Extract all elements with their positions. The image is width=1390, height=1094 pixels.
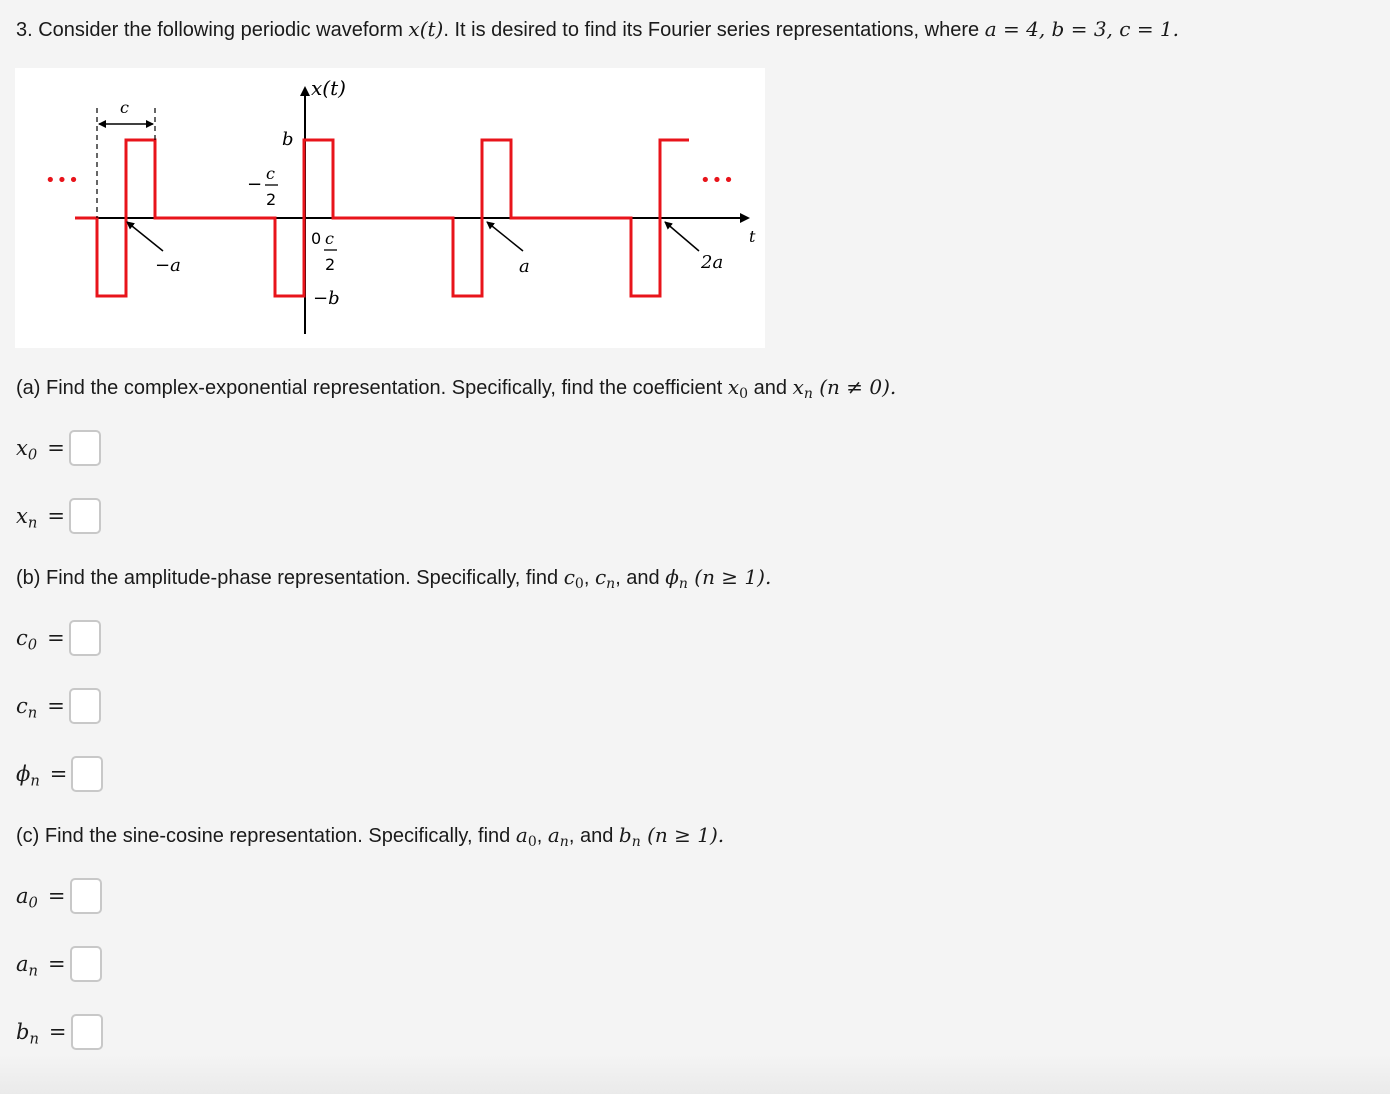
answer-label-bn: $b_n$ [16,1020,39,1048]
label-2a: 2a [701,252,724,273]
answer-label-a0: $a_0$ [16,884,38,912]
answer-row-cn [16,686,101,726]
waveform-figure [15,68,765,348]
equals-sign: = [47,626,65,650]
part-a-cond: (n ≠ 0). [812,375,897,399]
part-b-c0: $c_0$ [563,565,584,593]
label-zero: 0 [311,229,322,248]
label-c-top: c [120,98,129,117]
question-params: a = 4, b = 3, c = 1. [984,17,1180,41]
answer-input-an[interactable] [70,946,102,982]
answer-row-c0 [16,618,101,658]
answer-label-xn: $x_n$ [16,504,38,532]
equals-sign: = [47,884,66,908]
ellipsis-left: ••• [45,170,80,191]
answer-row-x0 [16,428,101,468]
answer-input-a0[interactable] [70,878,102,914]
label-b: b [282,129,294,150]
part-c-bn: $b_n$ [618,823,641,851]
question-xt: x(t) [408,17,444,41]
part-b-cond: (n ≥ 1). [687,565,772,589]
question-text [16,14,1179,45]
label-a: a [519,256,530,277]
waveform-svg [15,68,765,348]
answer-label-x0: $x_0$ [16,436,38,464]
part-c-cond: (n ≥ 1). [640,823,725,847]
label-c2-den: 2 [325,255,336,274]
pointer-a [487,222,523,251]
equals-sign: = [48,1020,67,1044]
part-b-cn: $c_n$ [594,565,616,593]
answer-row-an [16,944,102,984]
equals-sign: = [48,952,66,976]
equals-sign: = [47,694,65,718]
part-b-phin: $\phi_n$ [665,565,688,593]
bottom-fade [0,1054,1390,1094]
label-t: t [749,227,756,246]
answer-input-bn[interactable] [71,1014,103,1050]
answer-label-cn: $c_n$ [16,694,38,722]
question-prefix: 3. Consider the following periodic waveform [16,19,409,41]
answer-input-c0[interactable] [69,620,101,656]
answer-label-an: $a_n$ [16,952,38,980]
label-neg-a: −a [155,255,181,276]
answer-row-bn [16,1012,103,1052]
ellipsis-right: ••• [700,170,735,191]
answer-label-c0: $c_0$ [16,626,38,654]
label-neg-sign: − [247,174,263,195]
equals-sign: = [47,436,65,460]
equals-sign: = [47,504,65,528]
answer-input-x0[interactable] [69,430,101,466]
part-a-prompt: (a) Find the complex-exponential representation. Specifically, find the coefficient [16,377,728,399]
label-neg-b: −b [313,288,340,309]
part-a-and: and [748,377,793,399]
label-c2-num: c [325,229,334,248]
pointer-2a [665,222,699,251]
part-a-text [16,372,896,403]
answer-input-cn[interactable] [69,688,101,724]
equals-sign: = [49,762,68,786]
answer-input-xn[interactable] [69,498,101,534]
part-b-text: (b) Find the amplitude-phase representation. Specifically, find $c_0$, $c_n$, and $\phi_n$ (n ≥ 1). [16,565,772,593]
part-c-prompt: (c) Find the sine-cosine representation. Specifically, find [16,825,516,847]
question-middle: . It is desired to find its Fourier series representations, where [443,19,985,41]
pointer-neg-a [127,222,163,251]
part-a-x0: $x_0$ [727,375,749,403]
answer-row-phin [16,754,103,794]
part-c-an: $a_n$ [547,823,569,851]
part-c-text: (c) Find the sine-cosine representation. Specifically, find $a_0$, $a_n$, and $b_n$ (n ≥ 1). [16,823,725,851]
answer-label-phin: $\phi_n$ [16,762,40,790]
label-xt: x(t) [311,76,346,100]
answer-row-xn [16,496,101,536]
label-neg-c-den: 2 [266,190,277,209]
part-c-a0: $a_0$ [515,823,537,851]
answer-input-phin[interactable] [71,756,103,792]
label-neg-c-num: c [266,164,275,183]
part-a-xn: $x_n$ [792,375,813,403]
answer-row-a0 [16,876,102,916]
part-b-prompt: (b) Find the amplitude-phase representation. Specifically, find [16,567,564,589]
